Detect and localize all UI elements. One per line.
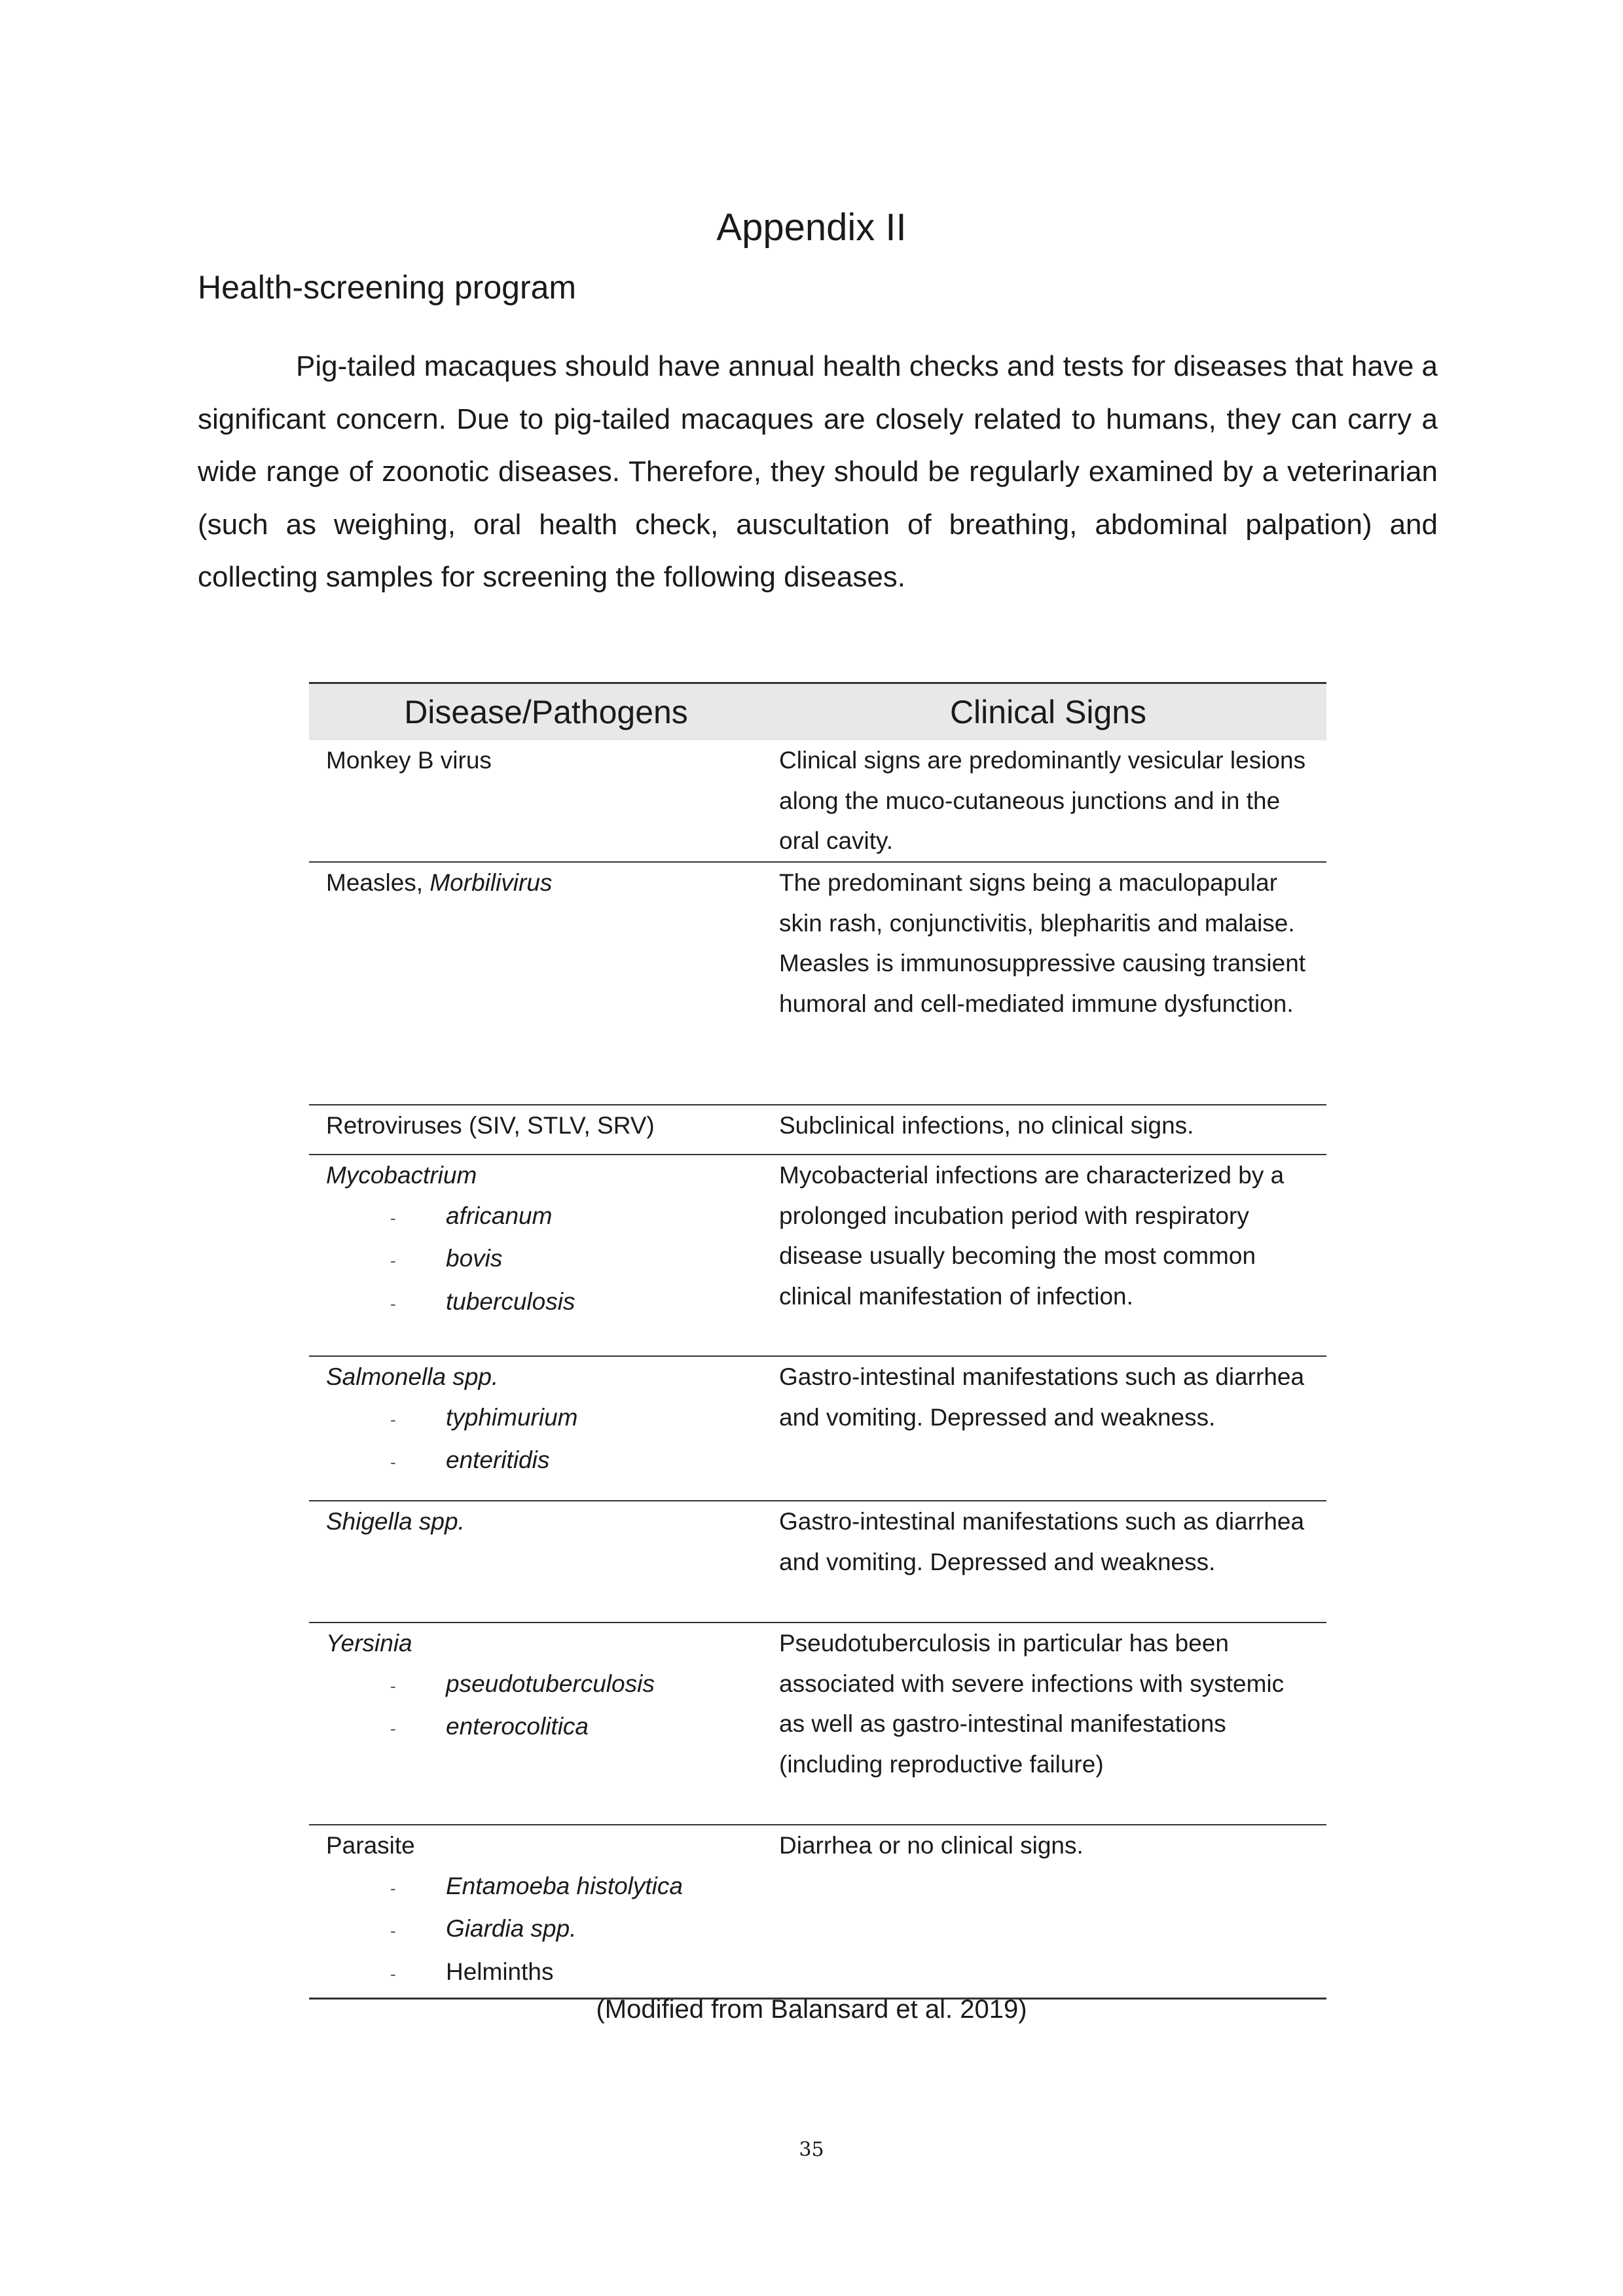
pathogen-name: Parasite [326,1832,415,1859]
clinical-signs-cell: The predominant signs being a maculopapular skin rash, conjunctivitis, blepharitis and malaise. Measles is immunosuppressive causing transient humoral and cell-mediated immune dysfunction. [779,869,1306,1017]
subitem-label: enteritidis [446,1446,550,1473]
subitem-label: typhimurium [446,1403,578,1431]
table-row [309,1155,1326,1357]
pathogen-subitem [326,1238,779,1282]
subitem-label: africanum [446,1202,553,1229]
table-row [309,740,1326,863]
pathogen-subitem [326,1952,779,1995]
pathogen-subitem [326,1196,779,1239]
pathogen-subitem [326,1282,779,1325]
subitem-label: enterocolitica [446,1713,589,1740]
pathogen-cell [309,740,779,861]
table-row [309,863,1326,1105]
table-row [309,1825,1326,2000]
clinical-signs-cell: Pseudotuberculosis in particular has been associated with severe infections with systemic as well as gastro-intestinal manifestations (including reproductive failure) [779,1630,1285,1778]
health-screening-table [309,682,1326,2000]
dash-marker: - [390,1878,396,1898]
clinical-signs-cell: Clinical signs are predominantly vesicular lesions along the muco-cutaneous junctions and in the oral cavity. [779,747,1306,854]
subitem-label: bovis [446,1245,503,1272]
dash-marker: - [390,1676,396,1696]
dash-marker: - [390,1409,396,1429]
dash-marker: - [390,1964,396,1984]
pathogen-name: Shigella spp. [326,1508,465,1535]
pathogen-name: Retroviruses (SIV, STLV, SRV) [326,1112,655,1139]
pathogen-genus: Morbilivirus [429,869,553,896]
subitem-label: Helminths [446,1958,554,1985]
pathogen-name: Mycobactrium [326,1162,477,1189]
pathogen-subitem [326,1397,779,1441]
dash-marker: - [390,1251,396,1270]
clinical-signs-cell: Gastro-intestinal manifestations such as diarrhea and vomiting. Depressed and weakness. [779,1363,1305,1431]
clinical-signs-cell: Subclinical infections, no clinical signs. [779,1112,1194,1139]
table-header [309,684,1326,740]
dash-marker: - [390,1293,396,1314]
pathogen-cell [309,1825,779,1998]
pathogen-subitem [326,1909,779,1952]
pathogen-cell [309,1623,779,1824]
pathogen-cell [309,1105,779,1154]
subitem-label: Entamoeba histolytica [446,1872,683,1899]
dash-marker: - [390,1921,396,1941]
column-header-pathogen: Disease/Pathogens [404,694,688,730]
dash-marker: - [390,1452,396,1472]
page-title: Appendix II [716,206,907,249]
pathogen-subitem [326,1706,779,1749]
pathogen-name: Monkey B virus [326,747,492,774]
dash-marker: - [390,1719,396,1738]
dash-marker: - [390,1208,396,1228]
pathogen-name [326,863,779,903]
table-row [309,1357,1326,1501]
pathogen-cell [309,1501,779,1622]
pathogen-name: Yersinia [326,1630,412,1657]
pathogen-cell [309,863,779,1104]
pathogen-cell [309,1357,779,1500]
subitem-label: pseudotuberculosis [446,1670,655,1697]
pathogen-subitem [326,1664,779,1707]
pathogen-name: Salmonella spp. [326,1363,499,1390]
page-number: 35 [799,2138,824,2161]
pathogen-cell [309,1155,779,1355]
section-heading: Health-screening program [198,269,577,306]
pathogen-subitem [326,1440,779,1483]
pathogen-subitem [326,1866,779,1909]
clinical-signs-cell: Gastro-intestinal manifestations such as diarrhea and vomiting. Depressed and weakness. [779,1508,1305,1575]
subitem-label: tuberculosis [446,1287,575,1315]
intro-paragraph: Pig-tailed macaques should have annual health checks and tests for diseases that have a significant concern. Due to pig-tailed macaques are closely related to humans, they can carry a wide range of zoonotic diseases. Therefore, they should be regularly examined by a veterinarian (such as weighing, oral health check, auscultation of breathing, abdominal palpation) and collecting samples for screening the following diseases. [198,350,1438,593]
pathogen-name-prefix: Measles, [326,869,430,896]
clinical-signs-cell: Mycobacterial infections are characterized by a prolonged incubation period with respiratory disease usually becoming the most common clinical manifestation of infection. [779,1162,1285,1310]
table-row [309,1501,1326,1623]
table-source-note: (Modified from Balansard et al. 2019) [596,1995,1027,2024]
clinical-signs-cell: Diarrhea or no clinical signs. [779,1832,1084,1859]
column-header-clinical-signs: Clinical Signs [949,694,1147,730]
table-row [309,1105,1326,1155]
subitem-label: Giardia spp. [446,1915,577,1942]
table-row [309,1623,1326,1825]
